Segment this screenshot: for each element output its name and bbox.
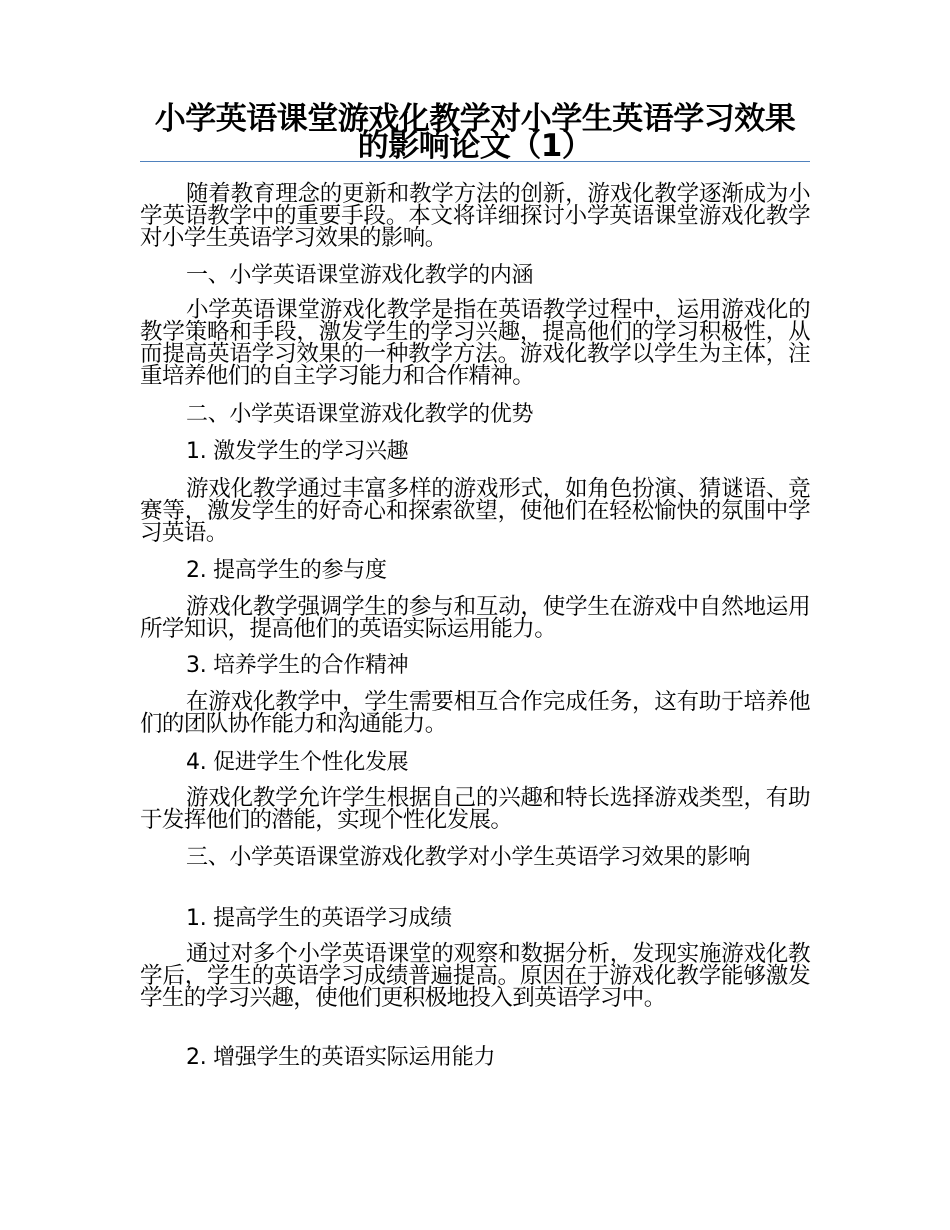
section-heading-2: 二、小学英语课堂游戏化教学的优势 bbox=[186, 402, 534, 427]
body-paragraph: 小学英语课堂游戏化教学是指在英语教学过程中，运用游戏化的教学策略和手段，激发学生的学习兴趣，提高他们的学习积极性，从而提高英语学习效果的一种教学方法。游戏化教学以学生为主体，注重培养他们的自主学习能力和合作精神。 bbox=[140, 297, 810, 389]
body-paragraph: 在游戏化教学中，学生需要相互合作完成任务，这有助于培养他们的团队协作能力和沟通能力。 bbox=[140, 689, 810, 737]
document-title: 小学英语课堂游戏化教学对小学生英语学习效果的影响论文（1） bbox=[154, 101, 796, 164]
subheading: 2. 提高学生的参与度 bbox=[186, 558, 387, 583]
body-paragraph: 游戏化教学允许学生根据自己的兴趣和特长选择游戏类型，有助于发挥他们的潜能，实现个性化发展。 bbox=[140, 785, 810, 833]
section-heading-3: 三、小学英语课堂游戏化教学对小学生英语学习效果的影响 bbox=[186, 845, 751, 870]
subheading: 1. 提高学生的英语学习成绩 bbox=[186, 906, 452, 931]
section-heading-1: 一、小学英语课堂游戏化教学的内涵 bbox=[186, 263, 534, 288]
intro-paragraph: 随着教育理念的更新和教学方法的创新，游戏化教学逐渐成为小学英语教学中的重要手段。本文将详细探讨小学英语课堂游戏化教学对小学生英语学习效果的影响。 bbox=[140, 181, 810, 251]
title-divider bbox=[140, 161, 810, 162]
body-paragraph: 游戏化教学强调学生的参与和互动，使学生在游戏中自然地运用所学知识，提高他们的英语实际运用能力。 bbox=[140, 594, 810, 642]
body-paragraph: 游戏化教学通过丰富多样的游戏形式，如角色扮演、猜谜语、竞赛等，激发学生的好奇心和探索欲望，使他们在轻松愉快的氛围中学习英语。 bbox=[140, 476, 810, 546]
body-paragraph: 通过对多个小学英语课堂的观察和数据分析，发现实施游戏化教学后，学生的英语学习成绩普遍提高。原因在于游戏化教学能够激发学生的学习兴趣，使他们更积极地投入到英语学习中。 bbox=[140, 941, 810, 1011]
subheading: 3. 培养学生的合作精神 bbox=[186, 653, 409, 678]
subheading: 2. 增强学生的英语实际运用能力 bbox=[186, 1045, 496, 1070]
subheading: 1. 激发学生的学习兴趣 bbox=[186, 439, 409, 464]
subheading: 4. 促进学生个性化发展 bbox=[186, 750, 409, 775]
